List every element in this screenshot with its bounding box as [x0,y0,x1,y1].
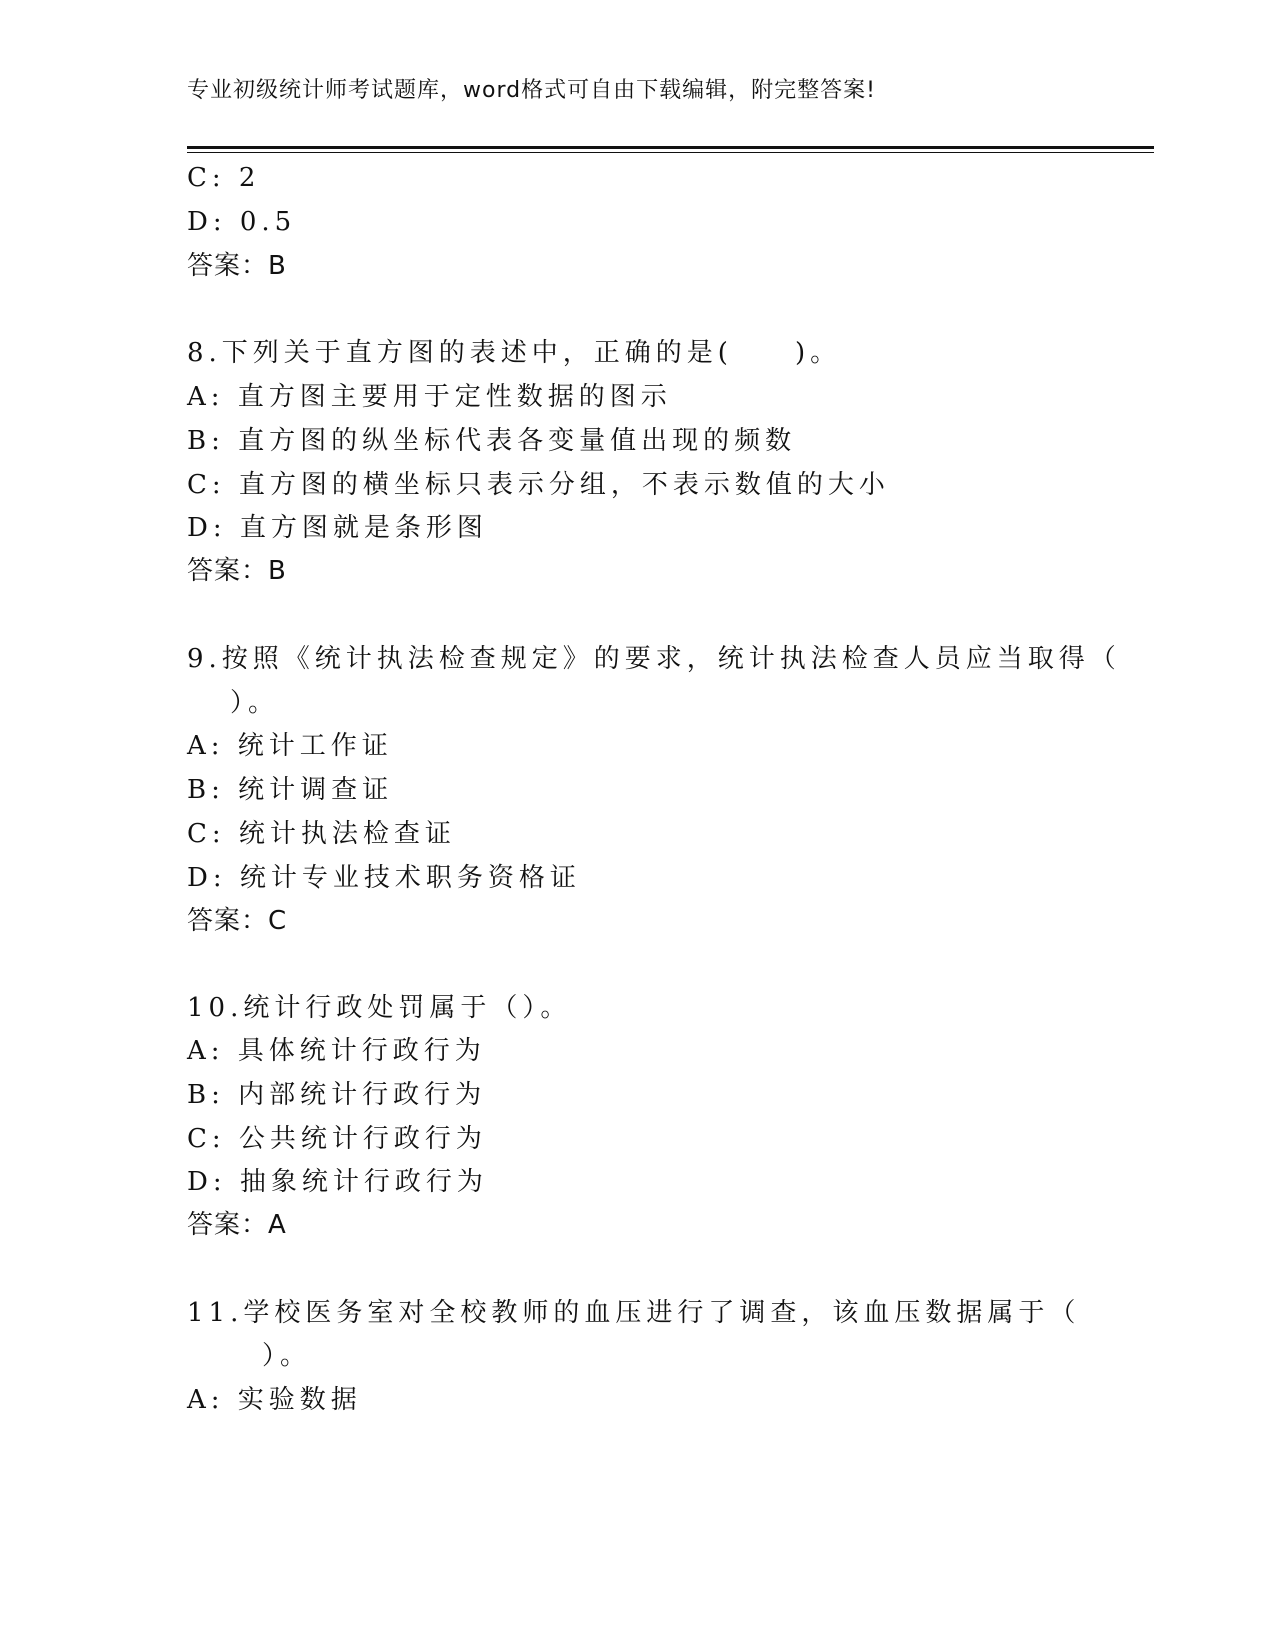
option-c-q9: C: 统计执法检查证 [187,819,456,849]
option-d-q9: D: 统计专业技术职务资格证 [187,863,581,893]
question-11: 11.学校医务室对全校教师的血压进行了调查，该血压数据属于（ [187,1298,1081,1328]
header-rule-thick [187,146,1154,149]
page-header: 专业初级统计师考试题库，word格式可自由下载编辑，附完整答案! [187,78,876,103]
option-b-q10: B: 内部统计行政行为 [187,1080,487,1110]
option-b-q8: B: 直方图的纵坐标代表各变量值出现的频数 [187,426,797,456]
question-11-continuation: ）。 [262,1341,312,1371]
option-d-q10: D: 抽象统计行政行为 [187,1167,488,1197]
question-9-continuation: ）。 [230,688,280,718]
option-d-q7: D: 0.5 [187,207,297,237]
option-c-q10: C: 公共统计行政行为 [187,1124,487,1154]
answer-q8: 答案：B [187,556,287,586]
option-a-q8: A: 直方图主要用于定性数据的图示 [187,382,672,412]
question-10: 10.统计行政处罚属于（）。 [187,993,572,1023]
option-c-q8: C: 直方图的横坐标只表示分组，不表示数值的大小 [187,470,890,500]
header-rule-thin [187,152,1154,153]
option-c-q7: C: 2 [187,163,261,193]
option-d-q8: D: 直方图就是条形图 [187,513,488,543]
question-8: 8.下列关于直方图的表述中，正确的是( )。 [187,338,842,368]
option-b-q9: B: 统计调查证 [187,775,394,805]
option-a-q9: A: 统计工作证 [187,731,393,761]
option-a-q11: A: 实验数据 [187,1385,362,1415]
option-a-q10: A: 具体统计行政行为 [187,1036,486,1066]
question-9: 9.按照《统计执法检查规定》的要求，统计执法检查人员应当取得（ [187,644,1121,674]
answer-q7: 答案：B [187,251,287,281]
answer-q10: 答案：A [187,1210,287,1240]
answer-q9: 答案：C [187,906,288,936]
